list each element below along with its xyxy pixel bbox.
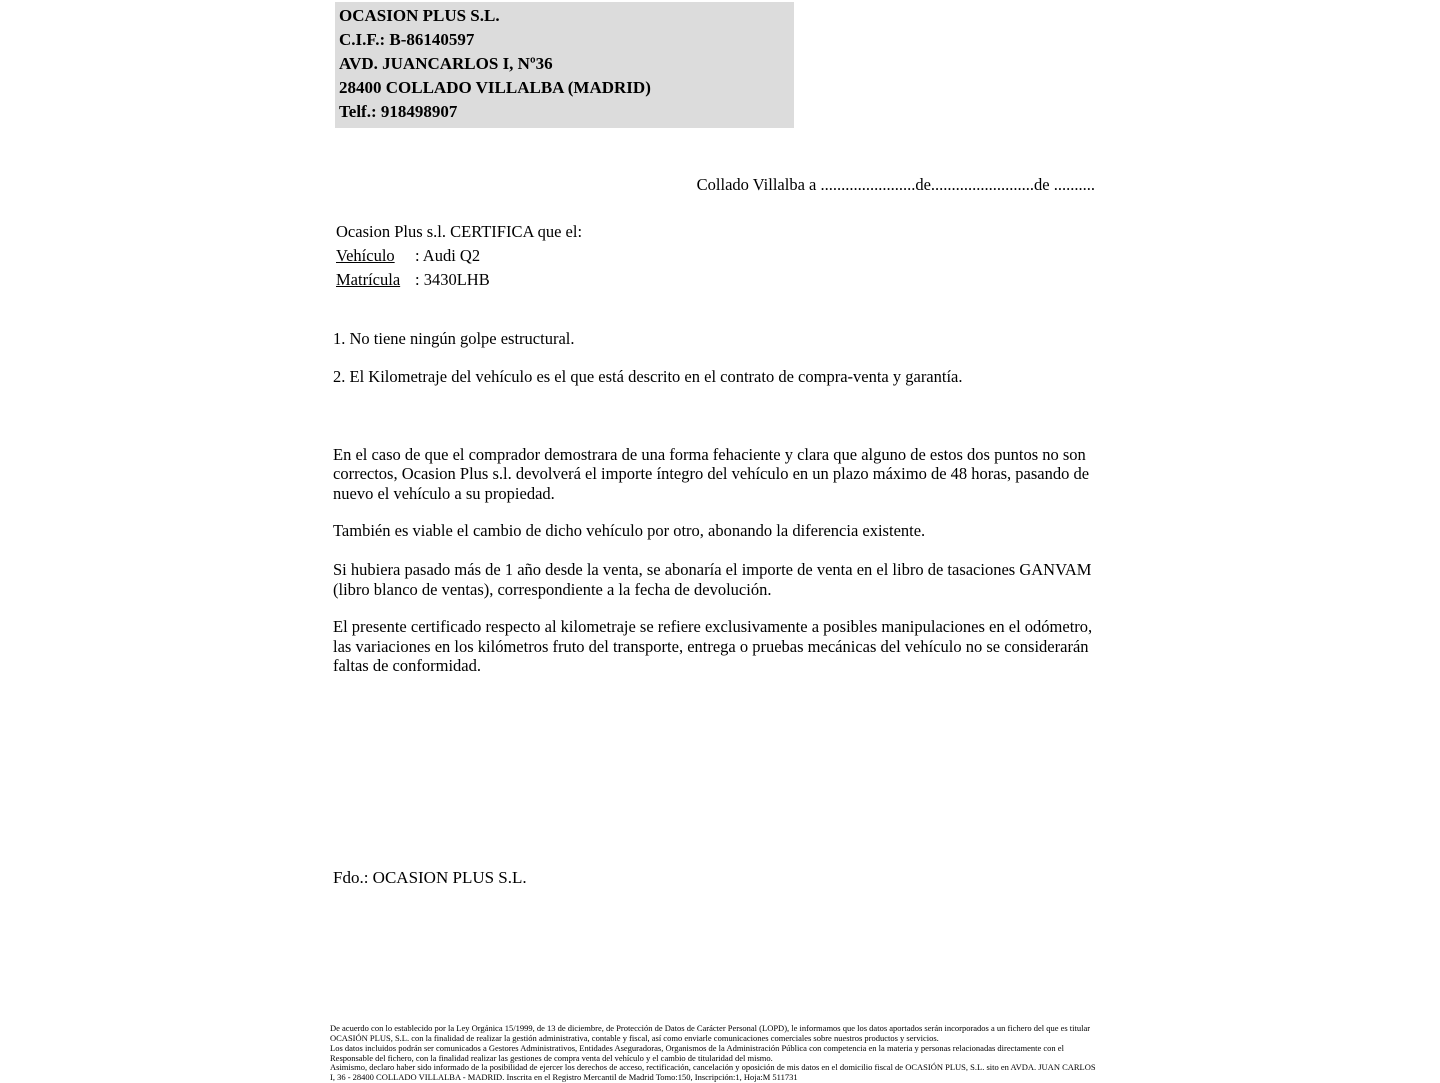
certify-intro: Ocasion Plus s.l. CERTIFICA que el: bbox=[336, 222, 583, 241]
company-phone: Telf.: 918498907 bbox=[339, 102, 458, 121]
terms-paragraph-odometer: El presente certificado respecto al kilometraje se refiere exclusivamente a posibles manipulaciones en el odómetro, las variaciones en los kilómetros fruto del transporte, entrega o pruebas mecánicas del vehículo no se considerarán faltas de conformidad. bbox=[333, 617, 1093, 676]
vehicle-row bbox=[336, 244, 1103, 268]
company-header bbox=[335, 2, 794, 128]
certificate-point-2: 2. El Kilometraje del vehículo es el que está descrito en el contrato de compra-venta y garantía. bbox=[333, 367, 963, 387]
company-cif: C.I.F.: B-86140597 bbox=[339, 30, 475, 49]
legal-footer bbox=[330, 1024, 1102, 1082]
signature-line: Fdo.: OCASION PLUS S.L. bbox=[333, 868, 527, 888]
document-page bbox=[330, 0, 1103, 1083]
plate-label: Matrícula bbox=[336, 270, 401, 289]
legal-footer-data-sharing: Los datos incluidos podrán ser comunicados a Gestores Administrativos, Entidades Aseguradoras, Organismos de la Administración Pública con competencia en la materia y personas relacionadas directamente con el Responsable del fichero, con la finalidad realizar las gestiones de compra venta del vehículo y el cambio de titularidad del mismo. bbox=[330, 1042, 1064, 1063]
terms-paragraph-ganvam: Si hubiera pasado más de 1 año desde la venta, se abonaría el importe de venta en el libro de tasaciones GANVAM (libro blanco de ventas), correspondiente a la fecha de devolución. bbox=[333, 560, 1092, 599]
terms-paragraph-exchange: También es viable el cambio de dicho vehículo por otro, abonando la diferencia existente. bbox=[333, 521, 926, 541]
terms-paragraph-refund: En el caso de que el comprador demostrara de una forma fehaciente y clara que alguno de estos dos puntos no son correctos, Ocasion Plus s.l. devolverá el importe íntegro del vehículo en un plazo máximo de 48 horas, pasando de nuevo el vehículo a su propiedad. bbox=[333, 444, 1090, 503]
legal-footer-lopd: De acuerdo con lo establecido por la Ley Orgánica 15/1999, de 13 de diciembre, de Protección de Datos de Carácter Personal (LOPD), le informamos que los datos aportados serán incorporados a un fichero del que es titular OCASIÓN PLUS, S.L. con la finalidad de realizar la gestión administrativa, contable y fiscal, así como enviarle comunicaciones comerciales sobre nuestros productos y servicios. bbox=[330, 1023, 1091, 1044]
company-address: AVD. JUANCARLOS I, Nº36 bbox=[339, 54, 553, 73]
certificate-point-1: 1. No tiene ningún golpe estructural. bbox=[333, 329, 575, 348]
vehicle-value: : Audi Q2 bbox=[415, 246, 481, 265]
company-city: 28400 COLLADO VILLALBA (MADRID) bbox=[339, 78, 651, 97]
company-name: OCASION PLUS S.L. bbox=[339, 6, 500, 25]
legal-footer-rights: Asimismo, declaro haber sido informado de la posibilidad de ejercer los derechos de acceso, rectificación, cancelación y oposición de mis datos en el domicilio fiscal de OCASIÓN PLUS, S.L. sito en AVDA. JUAN CARLOS I, 36 - 28400 COLLADO VILLALBA - MADRID. Inscrita en el Registro Mercantil de Madrid Tomo:150, Inscripción:1, Hoja:M 511731 bbox=[330, 1062, 1096, 1082]
certify-block bbox=[333, 220, 1103, 292]
date-line: Collado Villalba a .......................de.........................de .......... bbox=[696, 175, 1095, 194]
plate-row bbox=[336, 268, 1103, 292]
plate-value: : 3430LHB bbox=[415, 270, 490, 289]
vehicle-label: Vehículo bbox=[336, 246, 395, 265]
